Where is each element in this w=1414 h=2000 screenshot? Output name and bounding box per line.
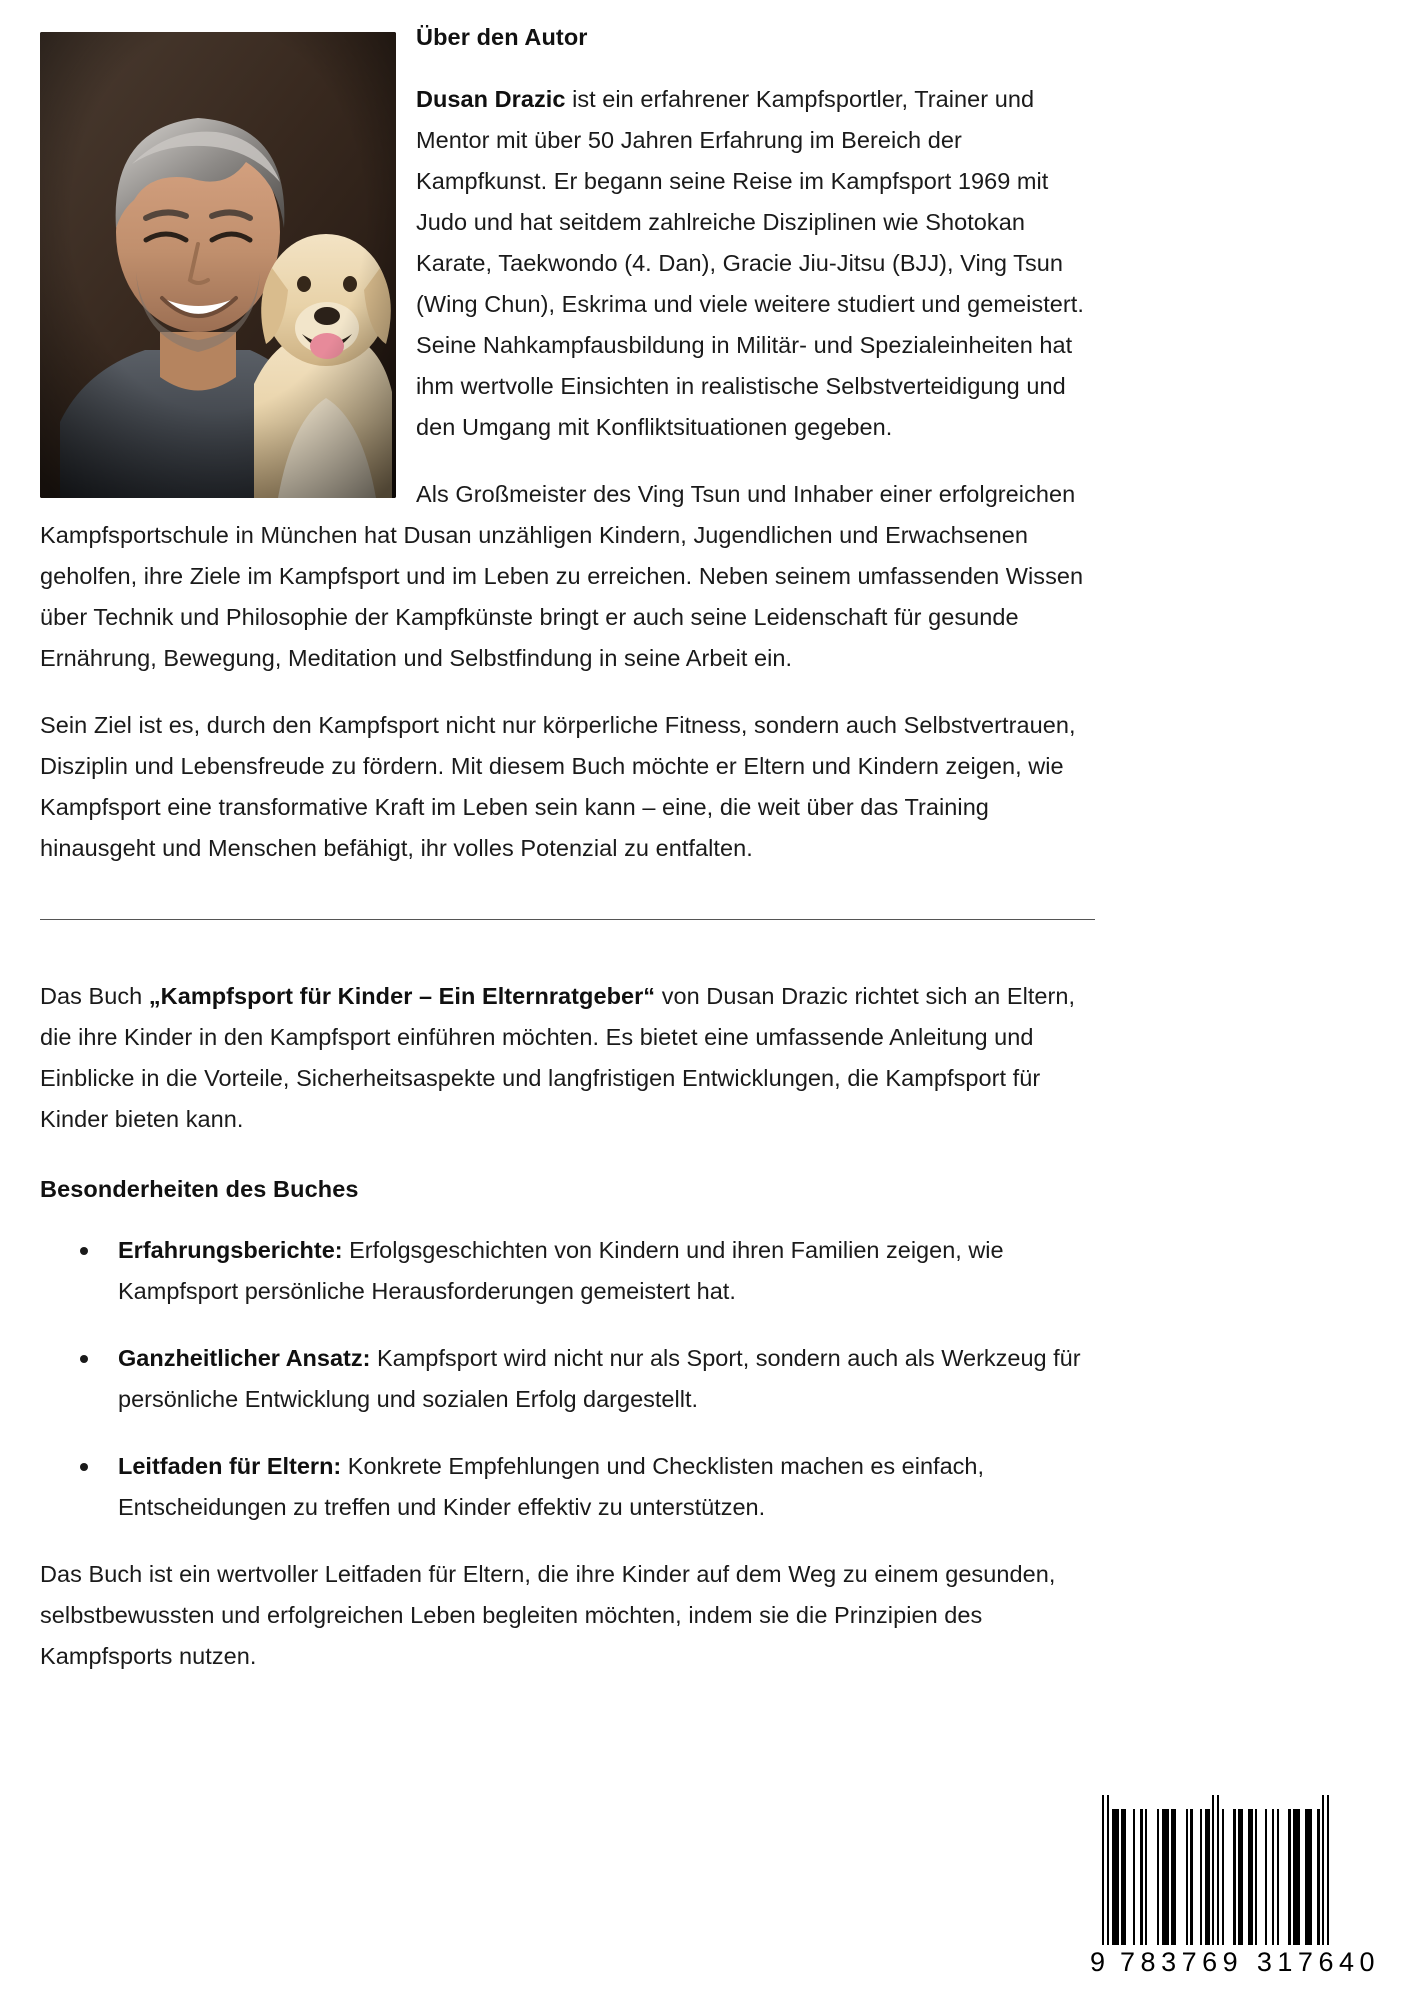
author-name-bold: Dusan Drazic: [416, 85, 566, 112]
about-the-author-section: [40, 22, 1095, 869]
bullet-dot-icon: [80, 1247, 88, 1255]
book-title-bold: „Kampfsport für Kinder – Ein Elternratgeber“: [148, 982, 656, 1009]
bullet-dot-icon: [80, 1463, 88, 1471]
feature-text: Konkrete Empfehlungen und Checklisten machen es einfach, Entscheidungen zu treffen und Kinder effektiv zu unterstützen.: [118, 1453, 984, 1521]
author-photo: [40, 32, 396, 498]
barcode-left-group: 783769: [1120, 1947, 1244, 1977]
feature-label: Leitfaden für Eltern:: [118, 1453, 342, 1480]
feature-label: Ganzheitlicher Ansatz:: [118, 1345, 371, 1372]
list-item: [40, 1446, 1095, 1528]
book-closing-paragraph: Das Buch ist ein wertvoller Leitfaden für Eltern, die ihre Kinder auf dem Weg zu einem gesunden, selbstbewussten und erfolgreichen Leben begleiten möchten, indem sie die Prinzipien des Kampfsports nutzen.: [40, 1561, 1056, 1670]
feature-text: Kampfsport wird nicht nur als Sport, sondern auch als Werkzeug für persönliche Entwicklung und sozialen Erfolg dargestellt.: [118, 1345, 1081, 1413]
book-intro-prefix: Das Buch: [40, 982, 149, 1009]
barcode-lead-digit: 9: [1090, 1947, 1107, 1977]
barcode-bars: [1102, 1795, 1380, 1945]
barcode-digits: [1090, 1947, 1380, 1978]
list-item: [40, 1338, 1095, 1420]
features-list: [40, 1230, 1095, 1528]
features-heading: Besonderheiten des Buches: [40, 1175, 359, 1202]
author-bio-paragraph-3: Sein Ziel ist es, durch den Kampfsport nicht nur körperliche Fitness, sondern auch Selbstvertrauen, Disziplin und Lebensfreude zu fördern. Mit diesem Buch möchte er Eltern und Kindern zeigen, wie Kampfsport eine transformative Kraft im Leben sein kann – eine, die weit über das Training hinausgeht und Menschen befähigt, ihr volles Potenzial zu entfalten.: [40, 711, 1076, 861]
page-content: [40, 22, 1095, 1677]
list-item: [40, 1230, 1095, 1312]
author-bio-paragraph-2: Als Großmeister des Ving Tsun und Inhaber einer erfolgreichen Kampfsportschule in München hat Dusan unzähligen Kindern, Jugendlichen und Erwachsenen geholfen, ihre Ziele im Kampfsport und im Leben zu erreichen. Neben seinem umfassenden Wissen über Technik und Philosophie der Kampfkünste bringt er auch seine Leidenschaft für gesunde Ernährung, Bewegung, Meditation und Selbstfindung in seine Arbeit ein.: [40, 480, 1084, 671]
book-intro-paragraph: [40, 976, 1095, 1140]
isbn-barcode: [1090, 1795, 1380, 1978]
about-the-book-section: [40, 976, 1095, 1678]
author-bio-text-1: ist ein erfahrener Kampfsportler, Trainer und Mentor mit über 50 Jahren Erfahrung im Bereich der Kampfkunst. Er begann seine Reise im Kampfsport 1969 mit Judo und hat seitdem zahlreiche Disziplinen wie Shotokan Karate, Taekwondo (4. Dan), Gracie Jiu-Jitsu (BJJ), Ving Tsun (Wing Chun), Eskrima und viele weitere studiert und gemeistert. Seine Nahkampfausbildung in Militär- und Spezialeinheiten hat ihm wertvolle Einsichten in realistische Selbstverteidigung und den Umgang mit Konfliktsituationen gegeben.: [416, 85, 1084, 440]
barcode-right-group: 317640: [1256, 1947, 1380, 1977]
feature-text: Erfolgsgeschichten von Kindern und ihren Familien zeigen, wie Kampfsport persönliche Herausforderungen gemeistert hat.: [118, 1237, 1004, 1305]
section-divider: [40, 919, 1095, 920]
about-author-heading: Über den Autor: [416, 24, 588, 50]
feature-label: Erfahrungsberichte:: [118, 1237, 343, 1264]
bullet-dot-icon: [80, 1355, 88, 1363]
book-intro-suffix: von Dusan Drazic richtet sich an Eltern, die ihre Kinder in den Kampfsport einführen möchten. Es bietet eine umfassende Anleitung und Einblicke in die Vorteile, Sicherheitsaspekte und langfristigen Entwicklungen, die Kampfsport für Kinder bieten kann.: [40, 982, 1076, 1132]
